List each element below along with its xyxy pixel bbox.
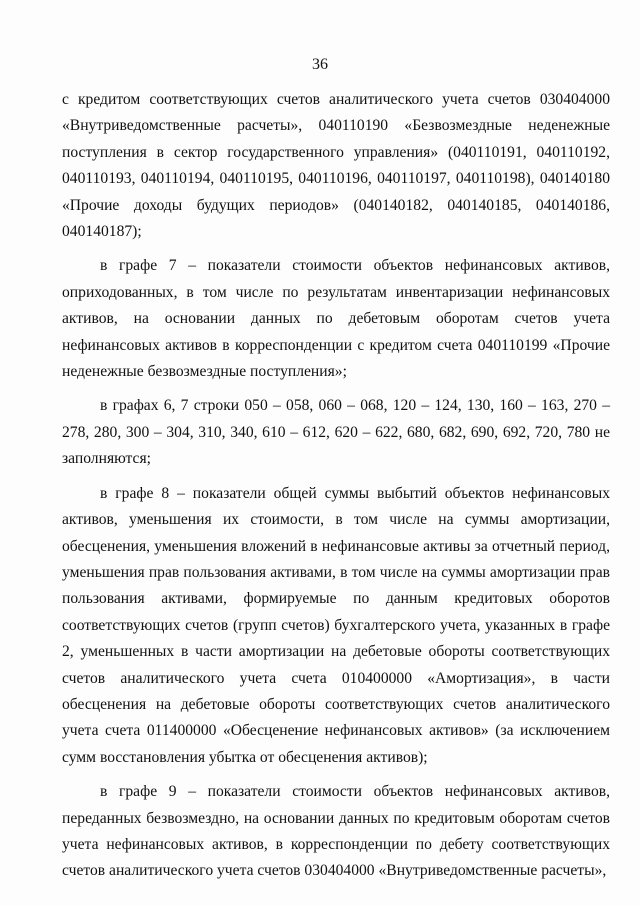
paragraph-column-9: в графе 9 – показатели стоимости объектов нефинансовых активов, переданных безвозмездно, на основании данных по кредитовым оборотам счетов учета нефинансовых активов, в корреспонденции по дебету соответствующих счетов аналитического учета счетов 030404000 «Внутриведомственные расчеты», [62,783,610,880]
paragraph-column-8: в графе 8 – показатели общей суммы выбытий объектов нефинансовых активов, уменьшения их стоимости, в том числе на суммы амортизации, обесценения, уменьшения вложений в нефинансовые активы за отчетный период, уменьшения прав пользования активами, в том числе на суммы амортизации прав пользования активами, формируемые по данным кредитовых оборотов соответствующих счетов (групп счетов) бухгалтерского учета, указанных в графе 2, уменьшенных в части амортизации на дебетовые обороты соответствующих счетов аналитического учета счета 010400000 «Амортизация», в части обесценения на дебетовые обороты соответствующих счетов аналитического учета счета 011400000 «Обесценение нефинансовых активов» (за исключением сумм восстановления убытка от обесценения активов); [62,484,610,766]
page-number: 36 [312,56,328,73]
paragraph-columns-6-7: в графах 6, 7 строки 050 – 058, 060 – 068, 120 – 124, 130, 160 – 163, 270 – 278, 280, 300 – 304, 310, 340, 610 – 612, 620 – 622, 680, 682, 690, 692, 720, 780 не заполняются; [62,397,610,468]
document-body [62,87,610,885]
paragraph-column-7: в графе 7 – показатели стоимости объектов нефинансовых активов, оприходованных, в том числе по результатам инвентаризации нефинансовых активов, на основании данных по дебетовым оборотам счетов учета нефинансовых активов в корреспонденции с кредитом счета 040110199 «Прочие неденежные безвозмездные поступления»; [62,257,610,381]
paragraph-continuation: с кредитом соответствующих счетов аналитического учета счетов 030404000 «Внутриведомственные расчеты», 040110190 «Безвозмездные неденежные поступления в сектор государственного управления» (040110191, 040110192, 040110193, 040110194, 040110195, 040110196, 040110197, 040110198), 040140180 «Прочие доходы будущих периодов» (040140182, 040140185, 040140186, 040140187); [62,91,610,241]
